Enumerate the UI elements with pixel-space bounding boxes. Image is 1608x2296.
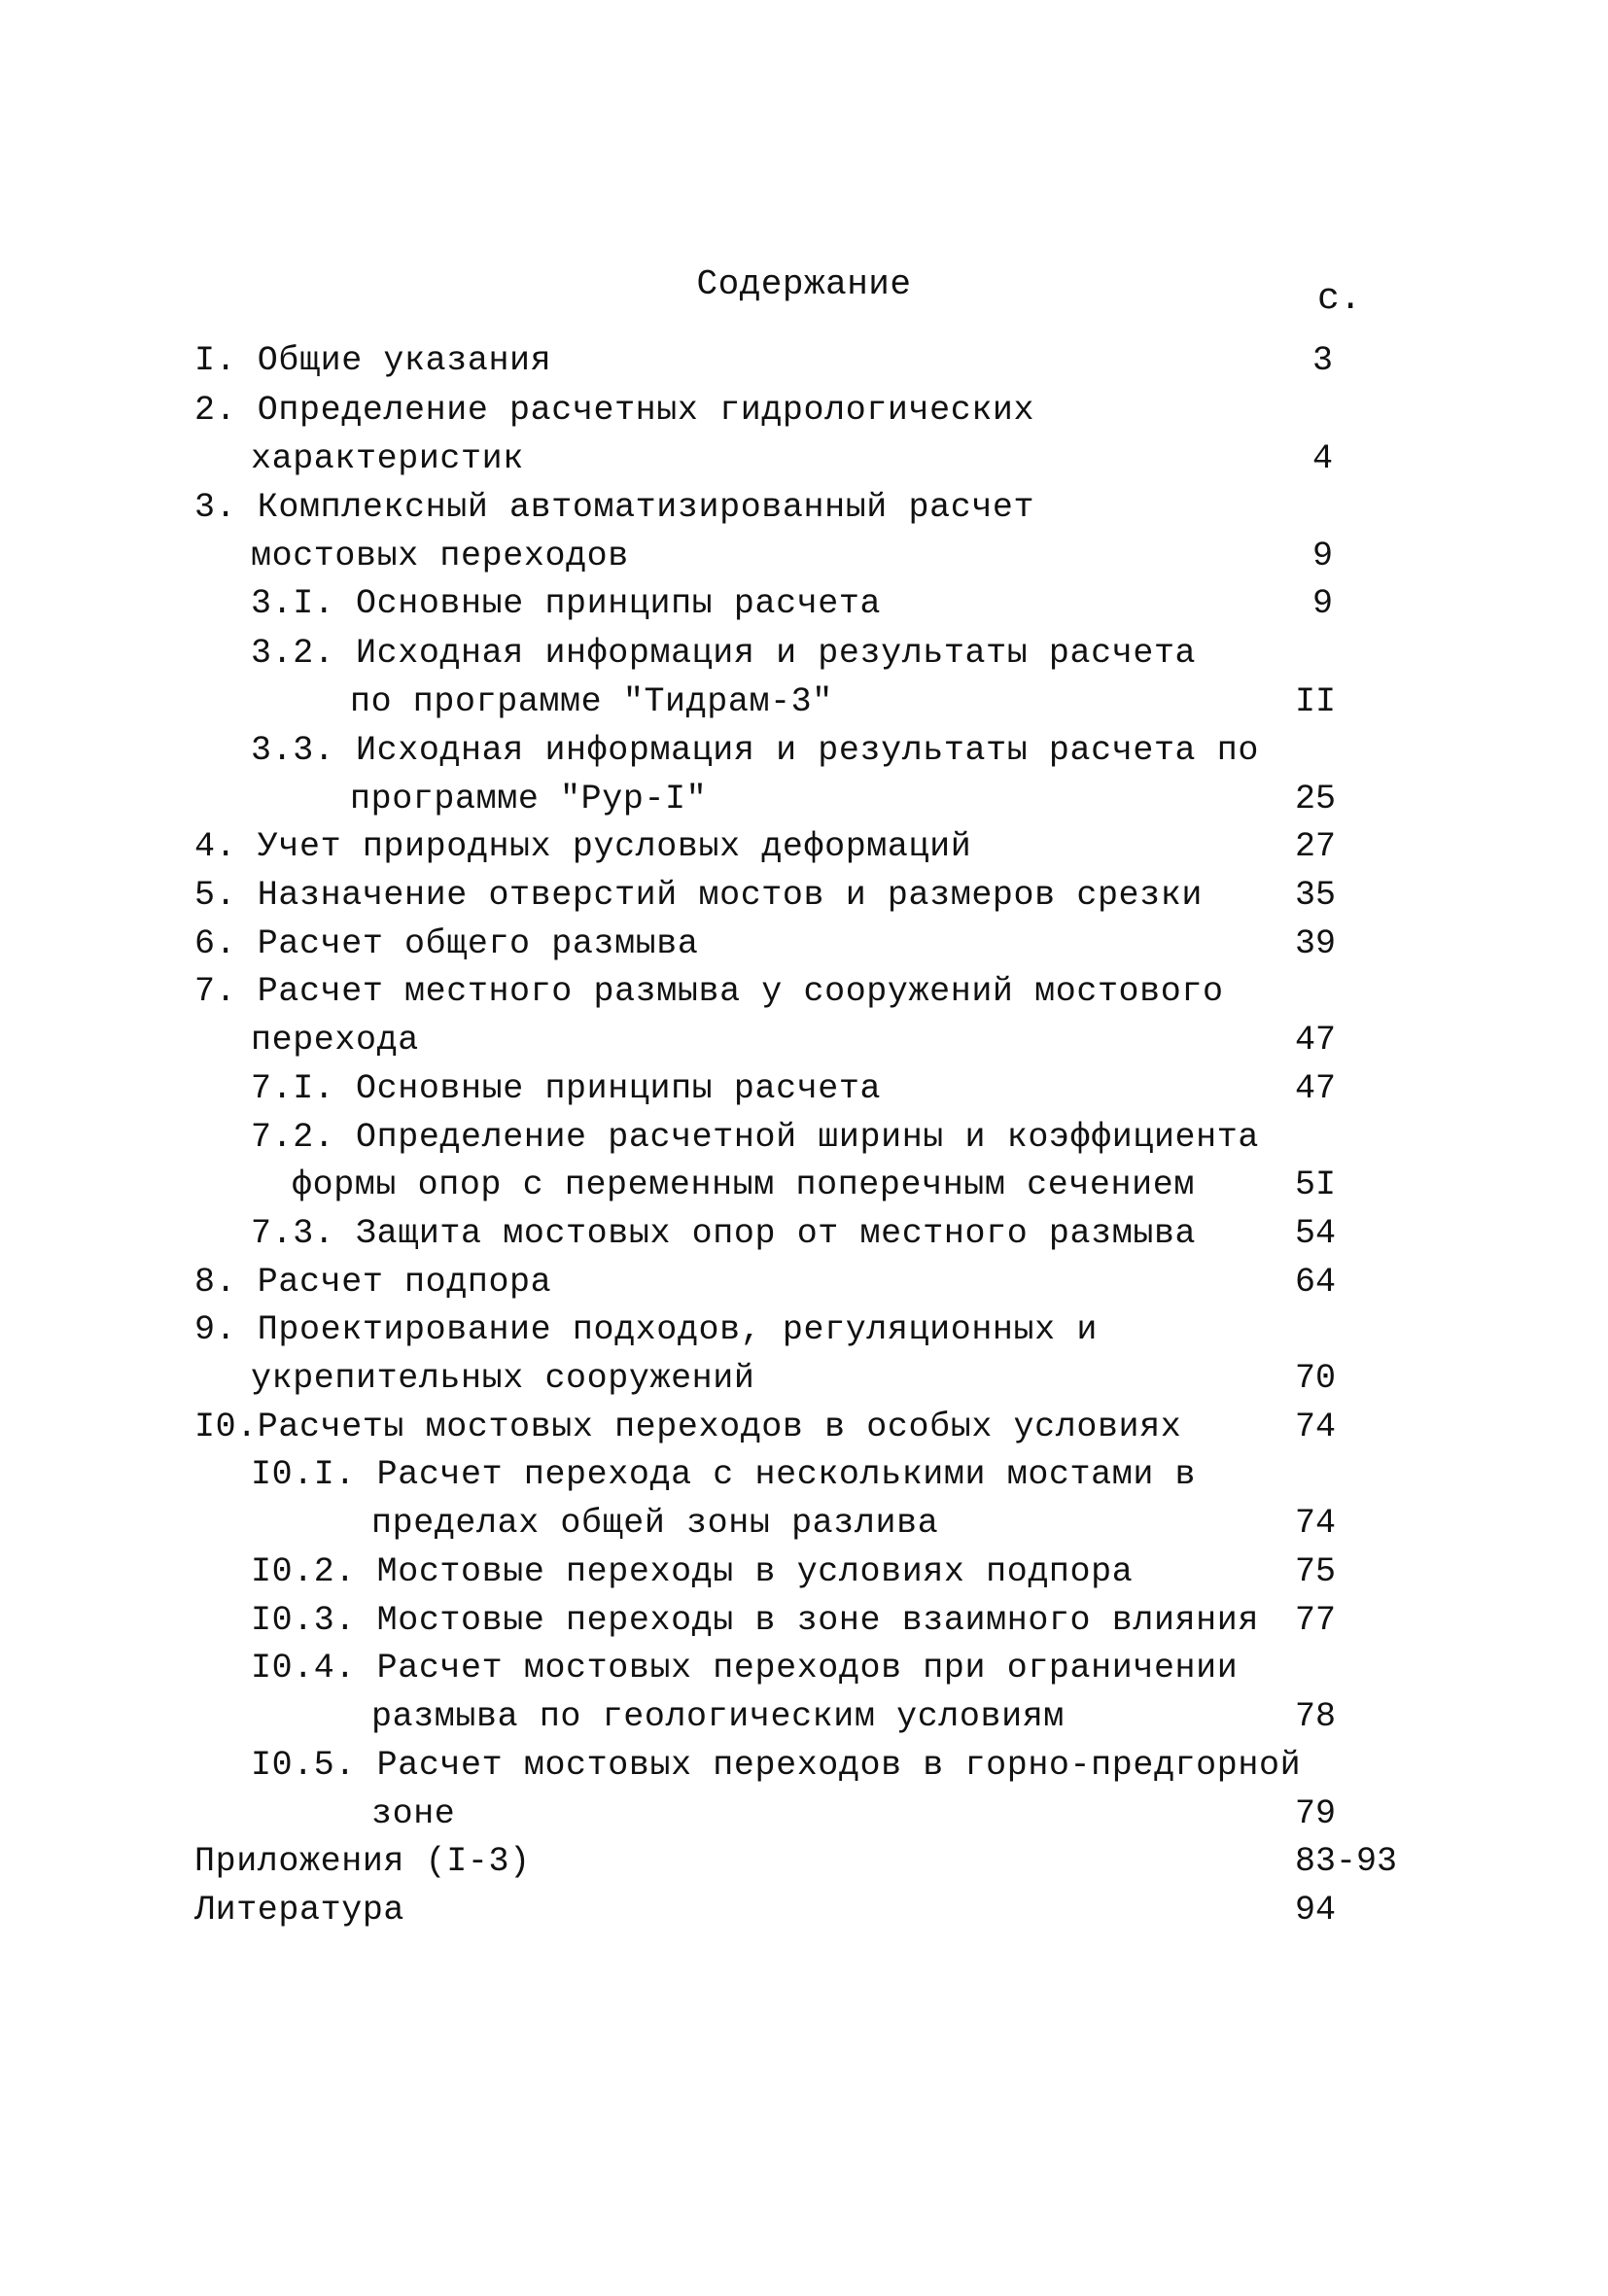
toc-entry-text: перехода — [251, 1021, 419, 1060]
toc-entry — [0, 967, 1608, 1016]
toc-entry — [0, 1837, 1608, 1886]
toc-entry — [0, 1644, 1608, 1692]
toc-entry-text: 9. Проектирование подходов, регуляционных и — [194, 1310, 1098, 1349]
toc-entry — [0, 629, 1608, 678]
page-column-label: с. — [1317, 278, 1362, 320]
toc-entry-text: укрепительных сооружений — [251, 1359, 755, 1398]
toc-entry-text: I0.3. Мостовые переходы в зоне взаимного влияния — [251, 1601, 1259, 1640]
toc-entry — [0, 1403, 1608, 1451]
toc-entry-page: 39 — [1295, 924, 1337, 963]
toc-entry-text: по программе "Тидрам-3" — [350, 682, 833, 721]
toc-entry-text: I. Общие указания — [194, 341, 552, 380]
toc-entry-page: 25 — [1295, 780, 1337, 818]
toc-entry — [0, 435, 1608, 483]
toc-entry — [0, 920, 1608, 968]
toc-entry-page: 83-93 — [1295, 1842, 1398, 1881]
toc-entry — [0, 1692, 1608, 1741]
toc-entry — [0, 1741, 1608, 1790]
toc-entry-page: 94 — [1295, 1891, 1337, 1930]
toc-entry-text: 3.I. Основные принципы расчета — [251, 584, 882, 623]
toc-entry — [0, 336, 1608, 385]
toc-entry-text: I0.5. Расчет мостовых переходов в горно-предгорной — [251, 1746, 1302, 1785]
toc-entry — [0, 775, 1608, 823]
toc-entry-text: 7.2. Определение расчетной ширины и коэффициента — [251, 1118, 1259, 1157]
toc-entry-text: 5. Назначение отверстий мостов и размеров срезки — [194, 876, 1203, 915]
toc-entry-page: 74 — [1295, 1504, 1337, 1543]
toc-entry-text: 8. Расчет подпора — [194, 1263, 552, 1302]
toc-entry-page: 79 — [1295, 1794, 1337, 1833]
toc-entry-text: 7.I. Основные принципы расчета — [251, 1069, 882, 1108]
toc-entry — [0, 1113, 1608, 1162]
toc-entry-text: 3.3. Исходная информация и результаты расчета по — [251, 731, 1259, 770]
toc-entry-text: пределах общей зоны разлива — [371, 1504, 939, 1543]
toc-entry-text: I0.I. Расчет перехода с несколькими мостами в — [251, 1455, 1197, 1494]
toc-entry-text: Приложения (I-3) — [194, 1842, 531, 1881]
toc-entry-text: 4. Учет природных русловых деформаций — [194, 827, 972, 866]
toc-entry-text: размыва по геологическим условиям — [371, 1697, 1065, 1736]
toc-entry — [0, 1064, 1608, 1113]
toc-entry-page: 3 — [1312, 341, 1334, 380]
toc-entry-text: формы опор с переменным поперечным сечением — [292, 1165, 1195, 1204]
toc-entry-page: 35 — [1295, 876, 1337, 915]
toc-entry-text: 7. Расчет местного размыва у сооружений мостового — [194, 972, 1224, 1011]
toc-entry — [0, 1596, 1608, 1645]
toc-entry-text: Литература — [194, 1891, 405, 1930]
toc-entry — [0, 1354, 1608, 1403]
toc-entry — [0, 483, 1608, 532]
toc-entry — [0, 822, 1608, 871]
toc-entry-page: 78 — [1295, 1697, 1337, 1736]
toc-entry-page: 4 — [1312, 439, 1334, 478]
toc-entry — [0, 532, 1608, 580]
page-title: Содержание — [696, 264, 912, 304]
toc-entry-text: 7.3. Защита мостовых опор от местного размыва — [251, 1214, 1197, 1253]
toc-entry-text: I0.2. Мостовые переходы в условиях подпора — [251, 1552, 1134, 1591]
toc-entry — [0, 386, 1608, 435]
toc-entry-page: 77 — [1295, 1601, 1337, 1640]
toc-entry-page: II — [1295, 682, 1337, 721]
toc-entry — [0, 1305, 1608, 1354]
toc-entry-text: 6. Расчет общего размыва — [194, 924, 699, 963]
toc-entry-page: 74 — [1295, 1408, 1337, 1446]
toc-entry-page: 64 — [1295, 1263, 1337, 1302]
toc-entry-page: 27 — [1295, 827, 1337, 866]
toc-entry — [0, 1790, 1608, 1838]
toc-entry-page: 47 — [1295, 1021, 1337, 1060]
toc-entry-page: 75 — [1295, 1552, 1337, 1591]
toc-entry-text: 3. Комплексный автоматизированный расчет — [194, 488, 1035, 527]
toc-entry — [0, 678, 1608, 726]
toc-entry — [0, 1450, 1608, 1499]
toc-entry-text: зоне — [371, 1794, 456, 1833]
toc-entry-page: 9 — [1312, 584, 1334, 623]
toc-entry — [0, 1548, 1608, 1596]
toc-entry — [0, 1016, 1608, 1064]
toc-entry-text: I0.Расчеты мостовых переходов в особых условиях — [194, 1408, 1182, 1446]
toc-entry — [0, 1161, 1608, 1209]
toc-entry-text: программе "Рур-I" — [350, 780, 708, 818]
toc-entry-page: 5I — [1295, 1165, 1337, 1204]
toc-entry-text: мостовых переходов — [251, 537, 629, 575]
toc-entry-page: 47 — [1295, 1069, 1337, 1108]
toc-entry — [0, 579, 1608, 628]
toc-entry-page: 54 — [1295, 1214, 1337, 1253]
toc-entry-page: 70 — [1295, 1359, 1337, 1398]
toc-entry-text: характеристик — [251, 439, 524, 478]
toc-entry — [0, 726, 1608, 775]
toc-entry — [0, 1209, 1608, 1258]
toc-entry — [0, 1499, 1608, 1548]
toc-entry-text: 2. Определение расчетных гидрологических — [194, 391, 1035, 430]
toc-entry-text: 3.2. Исходная информация и результаты расчета — [251, 634, 1197, 673]
toc-entry — [0, 1258, 1608, 1306]
toc-entry — [0, 1886, 1608, 1934]
toc-entry — [0, 871, 1608, 920]
toc-entry-page: 9 — [1312, 537, 1334, 575]
toc-entry-text: I0.4. Расчет мостовых переходов при ограничении — [251, 1649, 1239, 1687]
